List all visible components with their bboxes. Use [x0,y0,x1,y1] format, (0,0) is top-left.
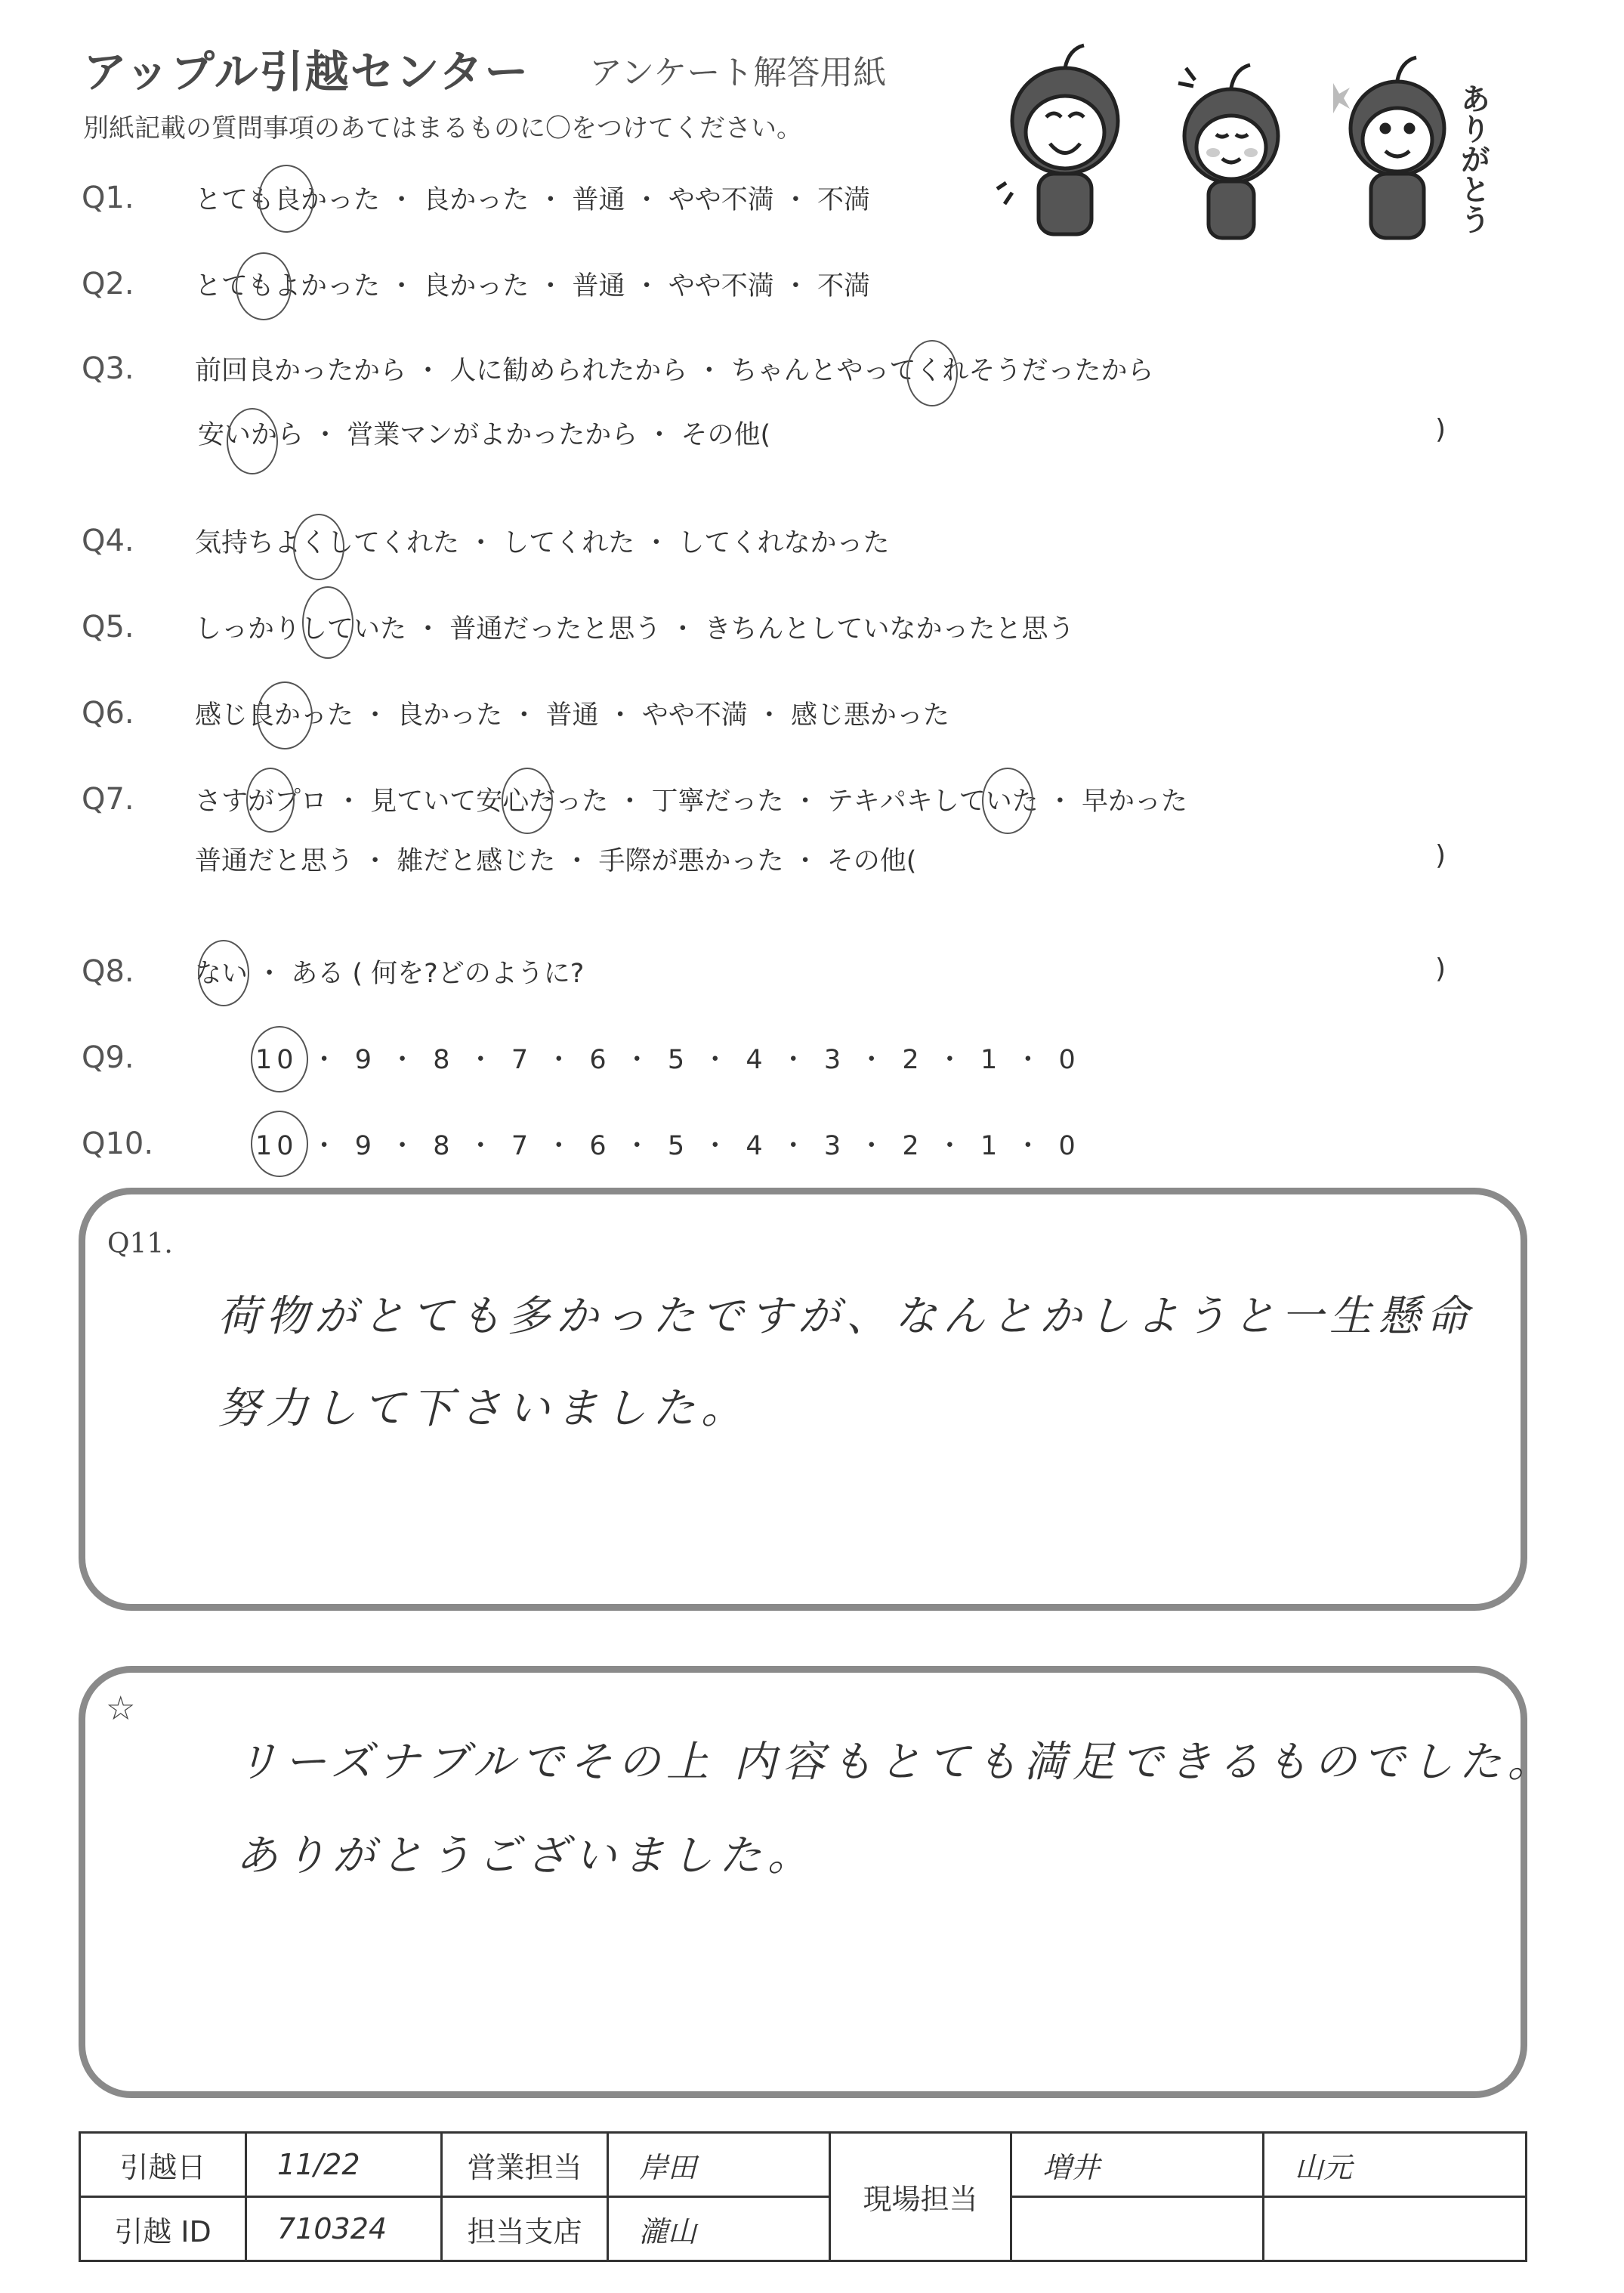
selection-circle-q7-pro [246,768,295,833]
question-number: Q9. [82,1040,134,1075]
form-title: アンケート解答用紙 [589,54,887,92]
sales-staff-value: 岸田 [608,2133,830,2197]
question-options: 10 ・ 9 ・ 8 ・ 7 ・ 6 ・ 5 ・ 4 ・ 3 ・ 2 ・ 1 ・ 0 [255,1131,1080,1161]
question-row-q1 [82,175,870,221]
site-staff-empty-2 [1264,2197,1527,2261]
question-options: しっかりしていた ・ 普通だったと思う ・ きちんとしていなかったと思う [195,614,1075,644]
question-number: Q1. [82,181,134,215]
move-date-label: 引越日 [80,2133,246,2197]
question-number: Q7. [82,782,134,817]
question-options-line2: 安いから ・ 営業マンがよかったから ・ その他( [198,420,771,450]
move-date-value: 11/22 [246,2133,442,2197]
mascot-right [1333,57,1444,238]
sales-staff-label: 営業担当 [442,2133,608,2197]
selection-circle-q4 [293,514,344,580]
question-options: 気持ちよくしてくれた ・ してくれた ・ してくれなかった [195,528,890,558]
mascot-center [1178,65,1278,238]
company-name: アップル引越センター [83,46,530,97]
star-handwritten-line1: リーズナブルでその上 内容もとても満足できるものでした。 [236,1738,1556,1787]
selection-circle-q7-relief [502,768,553,834]
question-number: Q4. [82,524,134,558]
monkey-mascots-illustration [990,38,1518,249]
selection-circle-q3-cheap [227,408,278,474]
question-row-q4 [82,518,890,564]
question-number: Q10. [82,1126,154,1161]
question-options: とても良かった ・ 良かった ・ 普通 ・ やや不満 ・ 不満 [195,185,871,215]
question-options: 感じ良かった ・ 良かった ・ 普通 ・ やや不満 ・ 感じ悪かった [195,700,950,731]
question-options-line2: 普通だと思う ・ 雑だと感じた ・ 手際が悪かった ・ その他( [195,846,917,876]
site-staff-empty-1 [1011,2197,1264,2261]
mascot-caption: ありがとう [1456,83,1490,234]
question-options: さすがプロ ・ 見ていて安心だった ・ 丁寧だった ・ テキパキしていた ・ 早かった [195,786,1188,817]
q11-handwritten-line2: 努力して下さいました。 [218,1384,749,1433]
question-number: Q5. [82,610,134,644]
selection-circle-q1 [258,165,314,233]
q11-handwritten-line1: 荷物がとても多かったですが、なんとかしようと一生懸命 [218,1292,1474,1341]
star-label: ☆ [106,1689,136,1728]
close-paren: ) [1435,414,1446,445]
move-id-label: 引越 ID [80,2197,246,2261]
q11-label: Q11. [107,1228,173,1259]
question-options: 前回良かったから ・ 人に勧められたから ・ ちゃんとやってくれそうだったから [195,356,1154,386]
question-number: Q2. [82,267,134,301]
instruction-text: 別紙記載の質問事項のあてはまるものに〇をつけてください。 [83,113,802,144]
move-id-value: 710324 [246,2197,442,2261]
question-row-q2 [82,261,870,307]
star-handwritten-line2: ありがとうございました。 [236,1831,816,1880]
selection-circle-q8 [198,940,249,1006]
selection-circle-q6 [257,681,313,749]
question-row-q6 [82,691,949,736]
close-paren: ) [1435,953,1446,984]
site-staff-label: 現場担当 [830,2133,1011,2261]
branch-value: 瀧山 [608,2197,830,2261]
question-options: とてもよかった ・ 良かった ・ 普通 ・ やや不満 ・ 不満 [195,271,871,301]
selection-circle-q10 [251,1111,308,1177]
selection-circle-q7-brisk [982,768,1033,834]
question-options: 10 ・ 9 ・ 8 ・ 7 ・ 6 ・ 5 ・ 4 ・ 3 ・ 2 ・ 1 ・ 0 [255,1045,1080,1075]
site-staff-2: 山元 [1264,2133,1527,2197]
question-row-q9 [82,1035,1080,1080]
site-staff-1: 増井 [1011,2133,1264,2197]
selection-circle-q3 [906,340,958,406]
selection-circle-q5 [302,586,354,659]
selection-circle-q2 [236,252,292,320]
staff-info-table [79,2131,1527,2262]
question-row-q8 [82,949,584,994]
question-options: ない ・ ある ( 何を?どのように? [195,959,585,989]
question-number: Q3. [82,351,134,386]
question-row-q10 [82,1121,1080,1167]
question-row-q5 [82,604,1075,650]
mascot-left [997,45,1118,234]
close-paren: ) [1435,840,1446,871]
question-number: Q8. [82,954,134,989]
branch-label: 担当支店 [442,2197,608,2261]
selection-circle-q9 [251,1026,308,1092]
question-number: Q6. [82,696,134,731]
question-row-q3 [82,346,1154,391]
